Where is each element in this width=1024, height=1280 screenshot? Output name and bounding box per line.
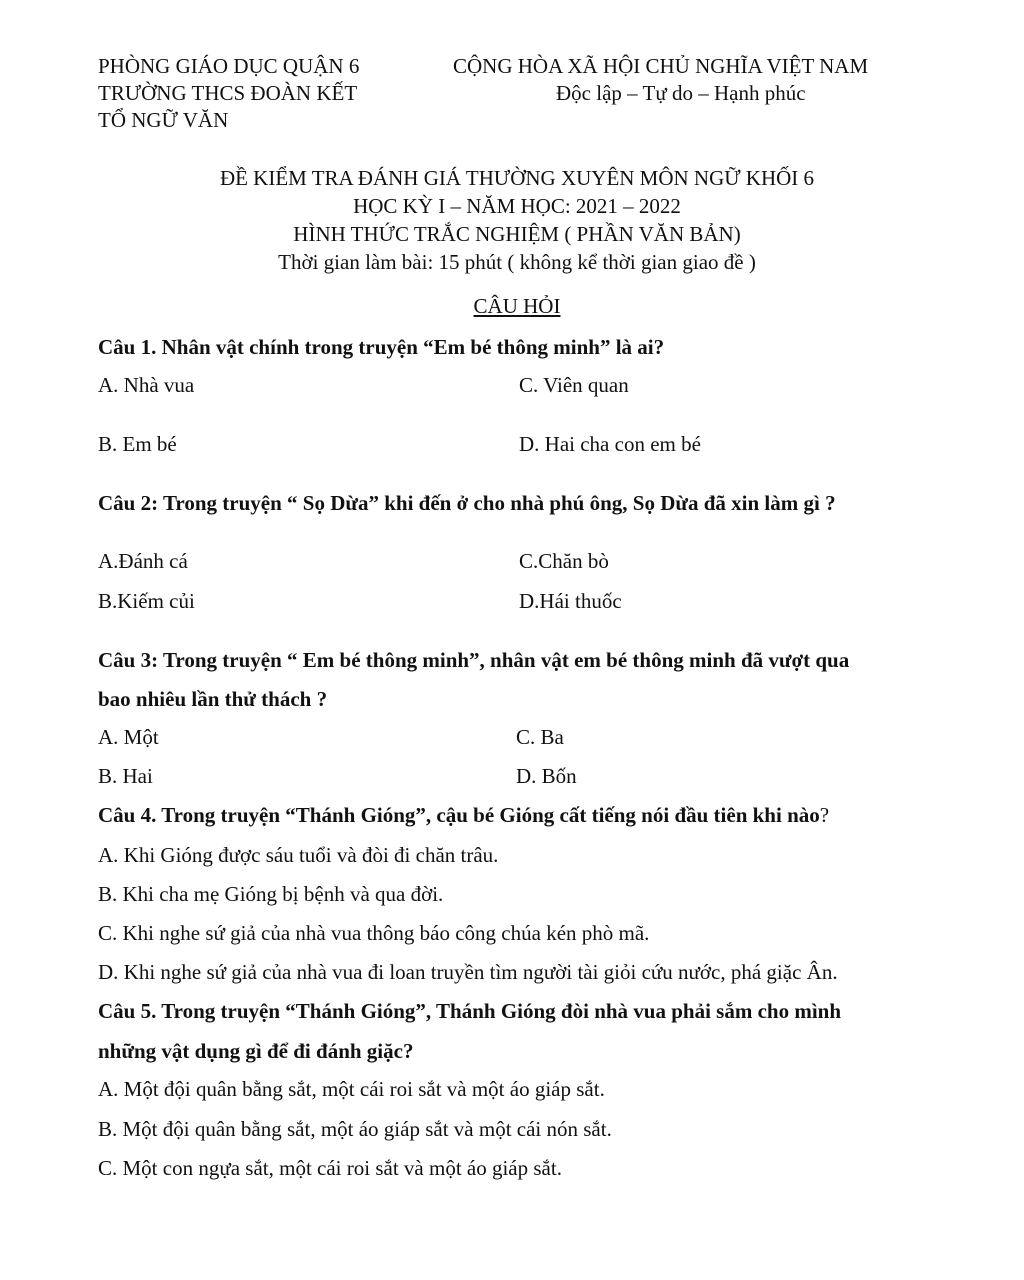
question-3-option-c: C. Ba [516,725,564,749]
exam-format: HÌNH THỨC TRẮC NGHIỆM ( PHẦN VĂN BẢN) [293,222,741,246]
question-4 [98,803,829,828]
question-3-option-d: D. Bốn [516,764,577,788]
question-4-option-c: C. Khi nghe sứ giả của nhà vua thông báo công chúa kén phò mã. [98,921,650,945]
question-3-line-2: bao nhiêu lần thử thách ? [98,687,328,711]
exam-title: ĐỀ KIỂM TRA ĐÁNH GIÁ THƯỜNG XUYÊN MÔN NGỮ KHỐI 6 [219,166,815,190]
school-name: TRƯỜNG THCS ĐOÀN KẾT [98,81,358,105]
section-heading: CÂU HỎI [473,294,561,318]
question-1: Câu 1. Nhân vật chính trong truyện “Em bé thông minh” là ai? [98,335,665,359]
question-4-mark: ? [819,803,830,827]
question-2-option-d: D.Hái thuốc [519,589,622,613]
question-1-option-c: C. Viên quan [519,373,629,397]
question-4-option-d: D. Khi nghe sứ giả của nhà vua đi loan truyền tìm người tài giỏi cứu nước, phá giặc Ân. [98,960,838,984]
faculty-name: TỔ NGỮ VĂN [98,108,229,132]
question-2-option-c: C.Chăn bò [519,549,609,573]
exam-duration: Thời gian làm bài: 15 phút ( không kể thời gian giao đề ) [278,250,756,274]
national-motto: Độc lập – Tự do – Hạnh phúc [556,81,806,105]
question-4-option-a: A. Khi Gióng được sáu tuổi và đòi đi chăn trâu. [98,843,499,867]
question-4-text: . Trong truyện “Thánh Gióng”, cậu bé Gióng cất tiếng nói đầu tiên khi nào [151,803,820,827]
question-1-option-b: B. Em bé [98,432,177,456]
question-3-option-a: A. Một [98,725,159,749]
question-1-option-a: A. Nhà vua [98,373,195,397]
question-2: Câu 2: Trong truyện “ Sọ Dừa” khi đến ở cho nhà phú ông, Sọ Dừa đã xin làm gì ? [98,491,836,515]
question-5-option-c: C. Một con ngựa sắt, một cái roi sắt và một áo giáp sắt. [98,1156,562,1180]
question-5-option-a: A. Một đội quân bằng sắt, một cái roi sắt và một áo giáp sắt. [98,1077,605,1101]
question-1-option-d: D. Hai cha con em bé [519,432,701,456]
question-3-line-1: Câu 3: Trong truyện “ Em bé thông minh”, nhân vật em bé thông minh đã vượt qua [98,648,850,672]
question-4-option-b: B. Khi cha mẹ Gióng bị bệnh và qua đời. [98,882,444,906]
question-4-number: Câu 4 [98,803,152,827]
question-5-line-2: những vật dụng gì để đi đánh giặc? [98,1039,414,1063]
national-title: CỘNG HÒA XÃ HỘI CHỦ NGHĨA VIỆT NAM [453,54,869,78]
question-5-line-1: Câu 5. Trong truyện “Thánh Gióng”, Thánh Gióng đòi nhà vua phải sắm cho mình [98,999,842,1023]
question-2-option-a: A.Đánh cá [98,549,188,573]
question-5-option-b: B. Một đội quân bằng sắt, một áo giáp sắt và một cái nón sắt. [98,1117,612,1141]
question-3-option-b: B. Hai [98,764,153,788]
question-2-option-b: B.Kiếm củi [98,589,195,613]
exam-semester: HỌC KỲ I – NĂM HỌC: 2021 – 2022 [353,194,681,218]
department-name: PHÒNG GIÁO DỤC QUẬN 6 [98,54,360,78]
